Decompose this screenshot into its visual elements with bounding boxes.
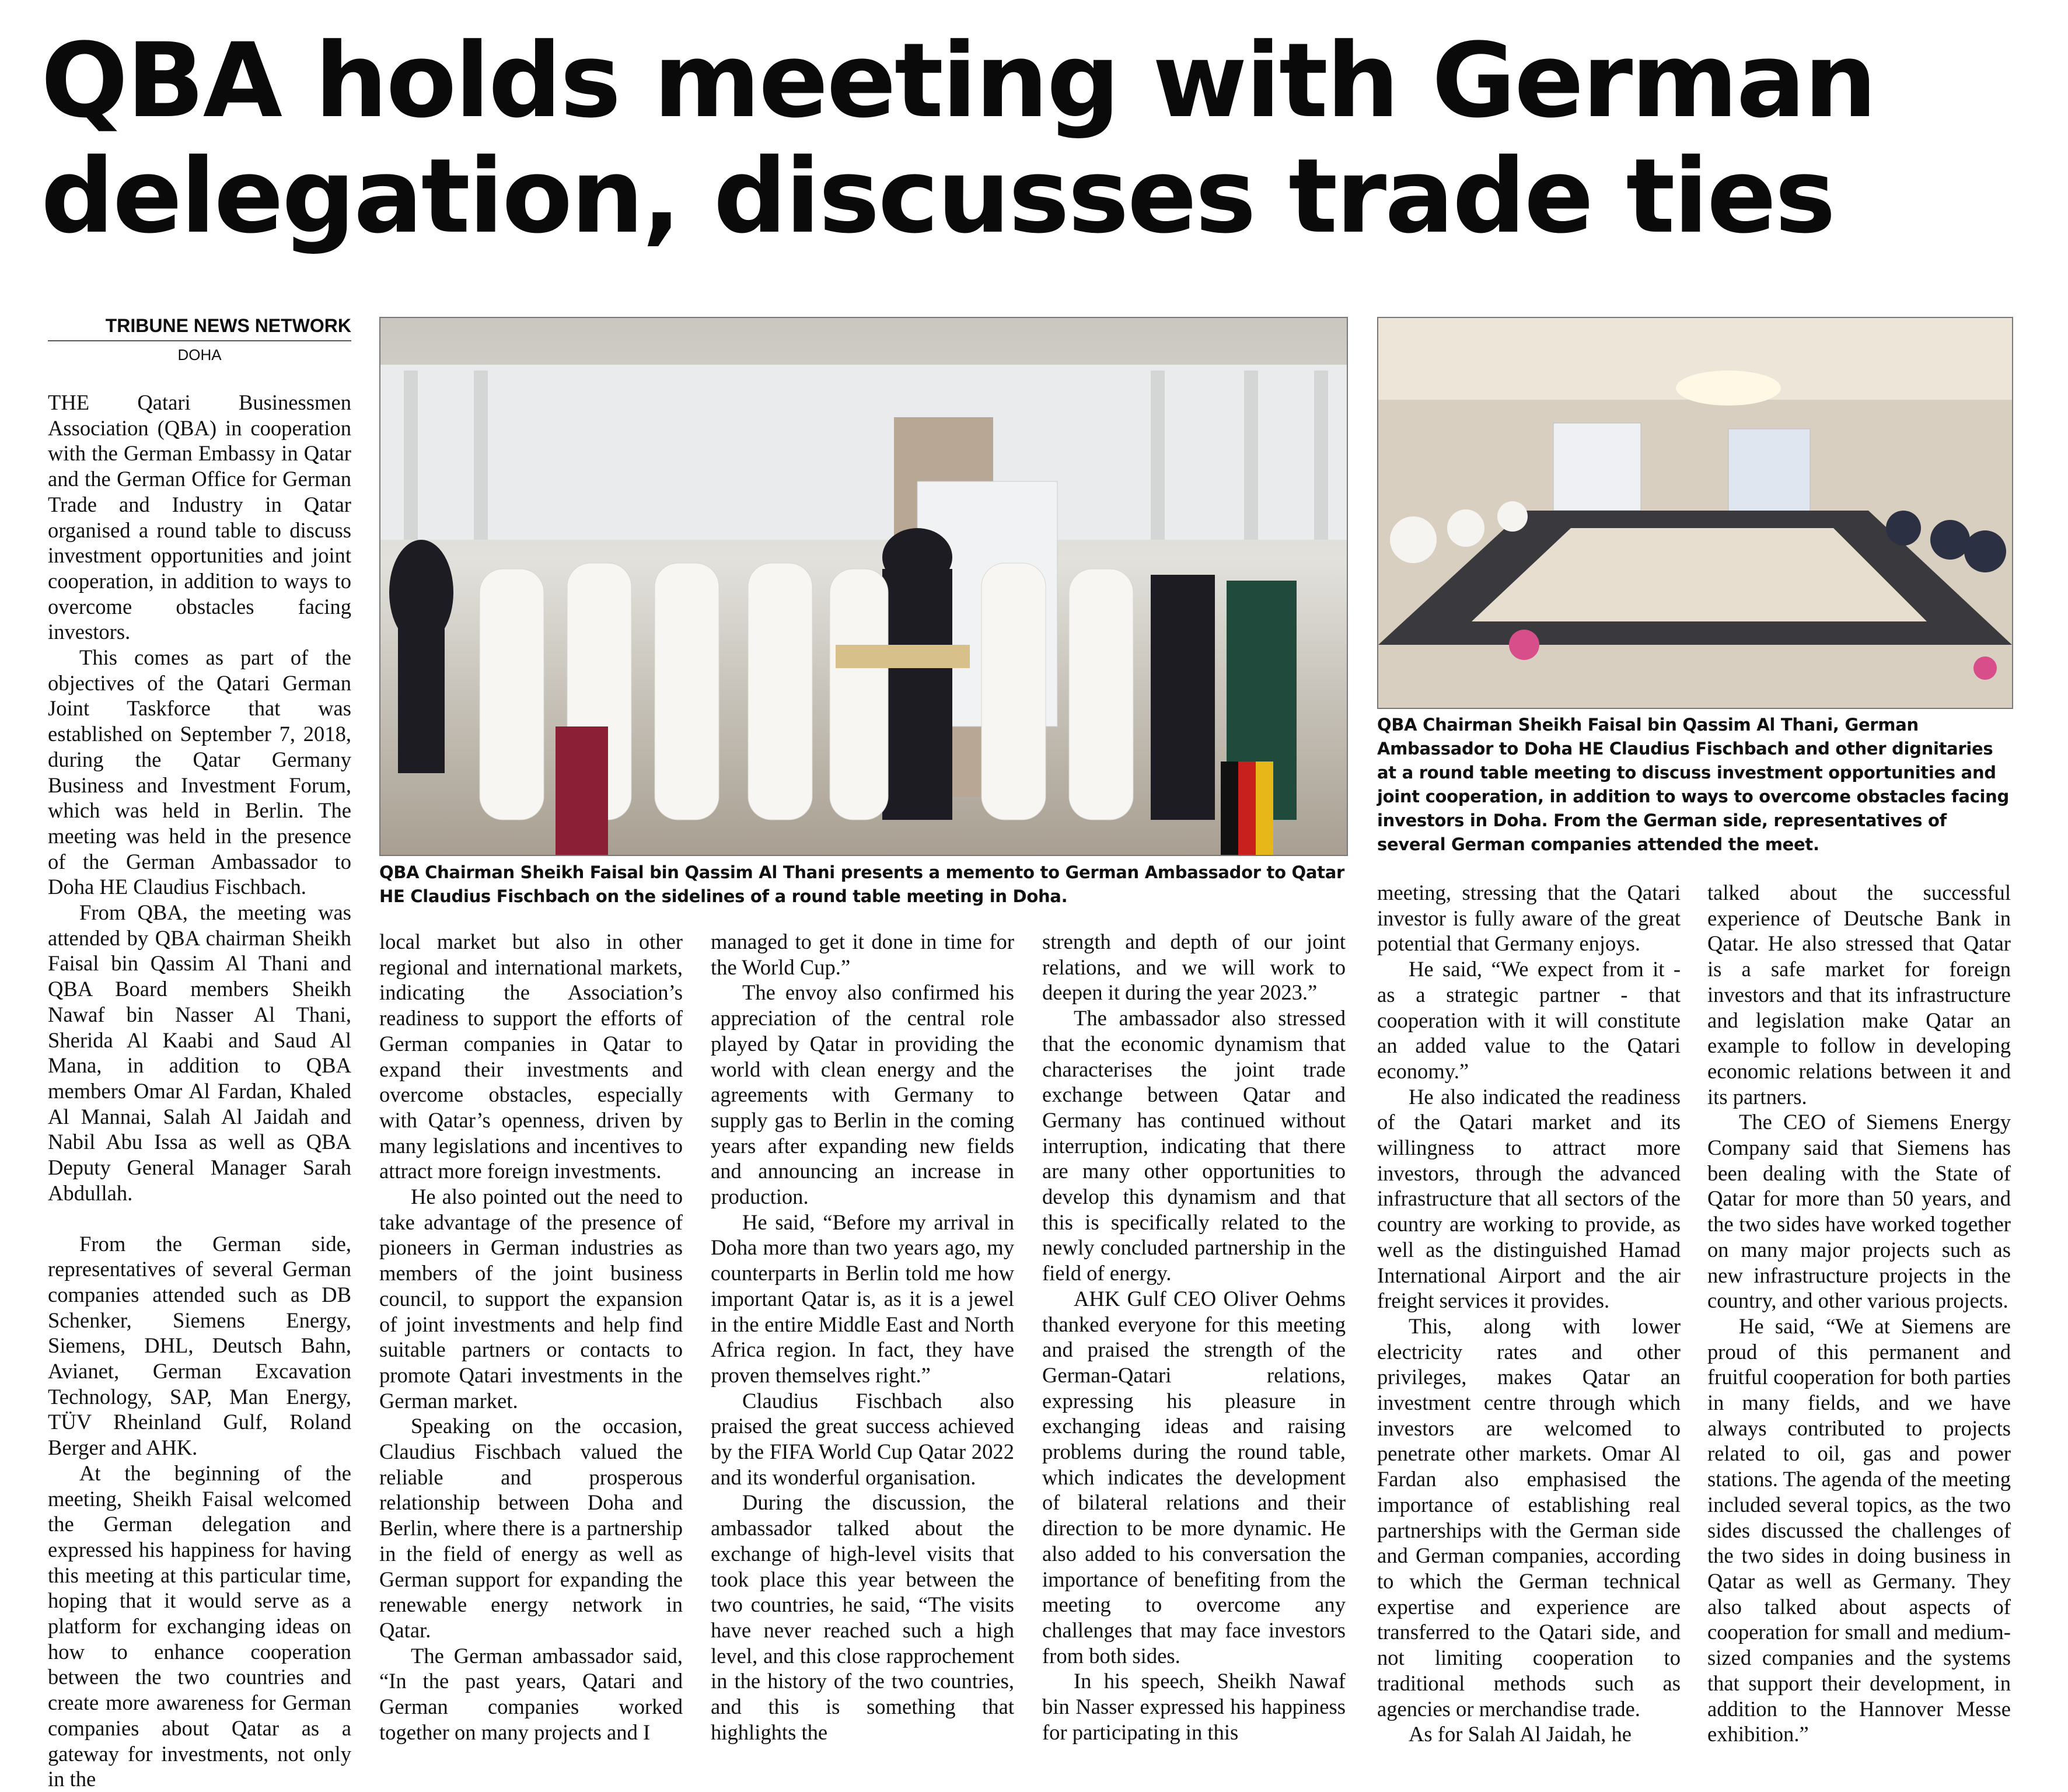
paragraph: This, along with lower electricity rates and other privileges, makes Qatar an investment centre through which investors are welcomed to penetrate other markets. Omar Al Fardan also emphasised the importance of establishing real partnerships with the German side and German companies, according to which the German technical expertise and experience are transferred to the Qatari side, and not limiting cooperation to traditional methods such as agencies or merchandise trade. xyxy=(1377,1314,1681,1721)
headline xyxy=(41,23,2025,254)
byline xyxy=(48,315,351,364)
paragraph: strength and depth of our joint relations, and we will work to deepen it during the year 2023.” xyxy=(1042,930,1346,1005)
paragraph: From the German side, representatives of several German companies attended such as DB Schenker, Siemens Energy, Siemens, DHL, Deutsch Bahn, Avianet, German Excavation Technology, SAP, Man Energy, TÜV Rheinland Gulf, Roland Berger and AHK. xyxy=(48,1231,351,1460)
article-column-2 xyxy=(379,929,683,1745)
paragraph: Speaking on the occasion, Claudius Fischbach valued the reliable and prosperous relationship between Doha and Berlin, where there is a partnership in the field of energy as well as German support for expanding the renewable energy network in Qatar. xyxy=(379,1414,683,1642)
paragraph: talked about the successful experience of Deutsche Bank in Qatar. He also stressed that Qatar is a safe market for foreign investors and that its infrastructure and legislation make Qatar an example to follow in developing economic relations between it and its partners. xyxy=(1707,881,2011,1109)
paragraph: He also indicated the readiness of the Qatari market and its willingness to attract more investors, through the advanced infrastructure that all sectors of the country are working to provide, as well as the distinguished Hamad International Airport and the air freight services it provides. xyxy=(1377,1084,1681,1313)
article-column-3 xyxy=(711,929,1014,1745)
paragraph: He said, “We expect from it - as a strategic partner - that cooperation with it will constitute an added value to the Qatari economy.” xyxy=(1377,957,1681,1083)
paragraph: From QBA, the meeting was attended by QBA chairman Sheikh Faisal bin Qassim Al Thani and QBA Board members Sheikh Nawaf bin Nasser Al Thani, Sherida Al Kaabi and Saud Al Mana, in addition to QBA members Omar Al Fardan, Khaled Al Mannai, Salah Al Jaidah and Nabil Abu Issa as well as QBA Deputy General Manager Sarah Abdullah. xyxy=(48,900,351,1205)
article-column-1 xyxy=(48,390,351,1792)
byline-location: DOHA xyxy=(177,346,222,364)
paragraph: The envoy also confirmed his appreciation of the central role played by Qatar in providing the world with clean energy and the agreements with Germany to supply gas to Berlin in the coming years after expanding new fields and announcing an increase in production. xyxy=(711,980,1014,1209)
paragraph: managed to get it done in time for the World Cup.” xyxy=(711,930,1014,979)
paragraph: AHK Gulf CEO Oliver Oehms thanked everyone for this meeting and praised the strength of the German-Qatari relations, expressing his pleasure in exchanging ideas and raising problems during the round table, which indicates the development of bilateral relations and their direction to be more dynamic. He also added to his conversation the importance of benefiting from the meeting to overcome any challenges that may face investors from both sides. xyxy=(1042,1286,1346,1668)
side-photo-image xyxy=(1378,318,2012,708)
side-photo xyxy=(1377,317,2013,709)
paragraph: This comes as part of the objectives of the Qatari German Joint Taskforce that was established on September 7, 2018, during the Qatar Germany Business and Investment Forum, which was held in Berlin. The meeting was held in the presence of the German Ambassador to Doha HE Claudius Fischbach. xyxy=(48,645,351,899)
article-column-6 xyxy=(1707,880,2011,1747)
byline-network: TRIBUNE NEWS NETWORK xyxy=(48,315,351,341)
paragraph: The ambassador also stressed that the economic dynamism that characterises the joint trade exchange between Qatar and Germany has continued without interruption, indicating that there are many other opportunities to develop this dynamism and that this is specifically related to the newly concluded partnership in the field of energy. xyxy=(1042,1006,1346,1286)
paragraph: He said, “Before my arrival in Doha more than two years ago, my counterparts in Berlin told me how important Qatar is, as it is a jewel in the entire Middle East and North Africa region. In fact, they have proven themselves right.” xyxy=(711,1210,1014,1387)
paragraph: Claudius Fischbach also praised the great success achieved by the FIFA World Cup Qatar 2022 and its wonderful organisation. xyxy=(711,1388,1014,1489)
main-photo-caption: QBA Chairman Sheikh Faisal bin Qassim Al Thani presents a memento to German Ambassador to Qatar HE Claudius Fischbach on the sidelines of a round table meeting in Doha. xyxy=(379,862,1344,906)
paragraph: During the discussion, the ambassador talked about the exchange of high-level visits that took place this year between the two countries, he said, “The visits have never reached such a high level, and this close rapprochement in the history of the two countries, and this is something that highlights the xyxy=(711,1490,1014,1744)
paragraph: He said, “We at Siemens are proud of this permanent and fruitful cooperation for both parties in many fields, and we have always contributed to projects related to oil, gas and power stations. The agenda of the meeting included several topics, as the two sides discussed the challenges of the two sides in doing business in Qatar as well as Germany. They also talked about aspects of cooperation for small and medium-sized companies and the systems that support their development, in addition to the Hannover Messe exhibition.” xyxy=(1707,1314,2011,1746)
paragraph: As for Salah Al Jaidah, he xyxy=(1409,1722,1632,1746)
paragraph: He also pointed out the need to take advantage of the presence of pioneers in German industries as members of the joint business council, to support the expansion of joint investments and help find suitable partners or contacts to promote Qatari investments in the German market. xyxy=(379,1185,683,1413)
paragraph: At the beginning of the meeting, Sheikh Faisal welcomed the German delegation and expressed his happiness for having this meeting at this particular time, hoping that it would serve as a platform for exchanging ideas on how to enhance cooperation between the two countries and create more awareness for German companies about Qatar as a gateway for investments, not only in the xyxy=(48,1461,351,1791)
article-column-5 xyxy=(1377,880,1681,1747)
paragraph: meeting, stressing that the Qatari investor is fully aware of the great potential that Germany enjoys. xyxy=(1377,881,1681,956)
article-column-4 xyxy=(1042,929,1346,1745)
paragraph: The CEO of Siemens Energy Company said that Siemens has been dealing with the State of Qatar for more than 50 years, and the two sides have worked together on many major projects such as new infrastructure projects in the country, and other various projects. xyxy=(1707,1110,2011,1313)
side-photo-caption: QBA Chairman Sheikh Faisal bin Qassim Al Thani, German Ambassador to Doha HE Claudius Fischbach and other dignitaries at a round table meeting to discuss investment opportunities and joint cooperation, in addition to ways to overcome obstacles facing investors in Doha. From the German side, representatives of several German companies attended the meet. xyxy=(1377,715,2009,854)
main-photo xyxy=(379,317,1348,856)
paragraph: In his speech, Sheikh Nawaf bin Nasser expressed his happiness for participating in this xyxy=(1042,1669,1346,1744)
headline-line-1: QBA holds meeting with German xyxy=(41,21,1875,141)
main-photo-image xyxy=(380,318,1347,855)
paragraph: The German ambassador said, “In the past years, Qatari and German companies worked together on many projects and I xyxy=(379,1643,683,1744)
paragraph: THE Qatari Businessmen Association (QBA) in cooperation with the German Embassy in Qatar and the German Office for German Trade and Industry in Qatar organised a round table to discuss investment opportunities and joint cooperation, in addition to ways to overcome obstacles facing investors. xyxy=(48,390,351,644)
paragraph: local market but also in other regional and international markets, indicating the Association’s readiness to support the efforts of German companies in Qatar to expand their investments and overcome obstacles, especially with Qatar’s openness, driven by many legislations and incentives to attract more foreign investments. xyxy=(379,930,683,1183)
headline-line-2: delegation, discusses trade ties xyxy=(41,137,1835,256)
